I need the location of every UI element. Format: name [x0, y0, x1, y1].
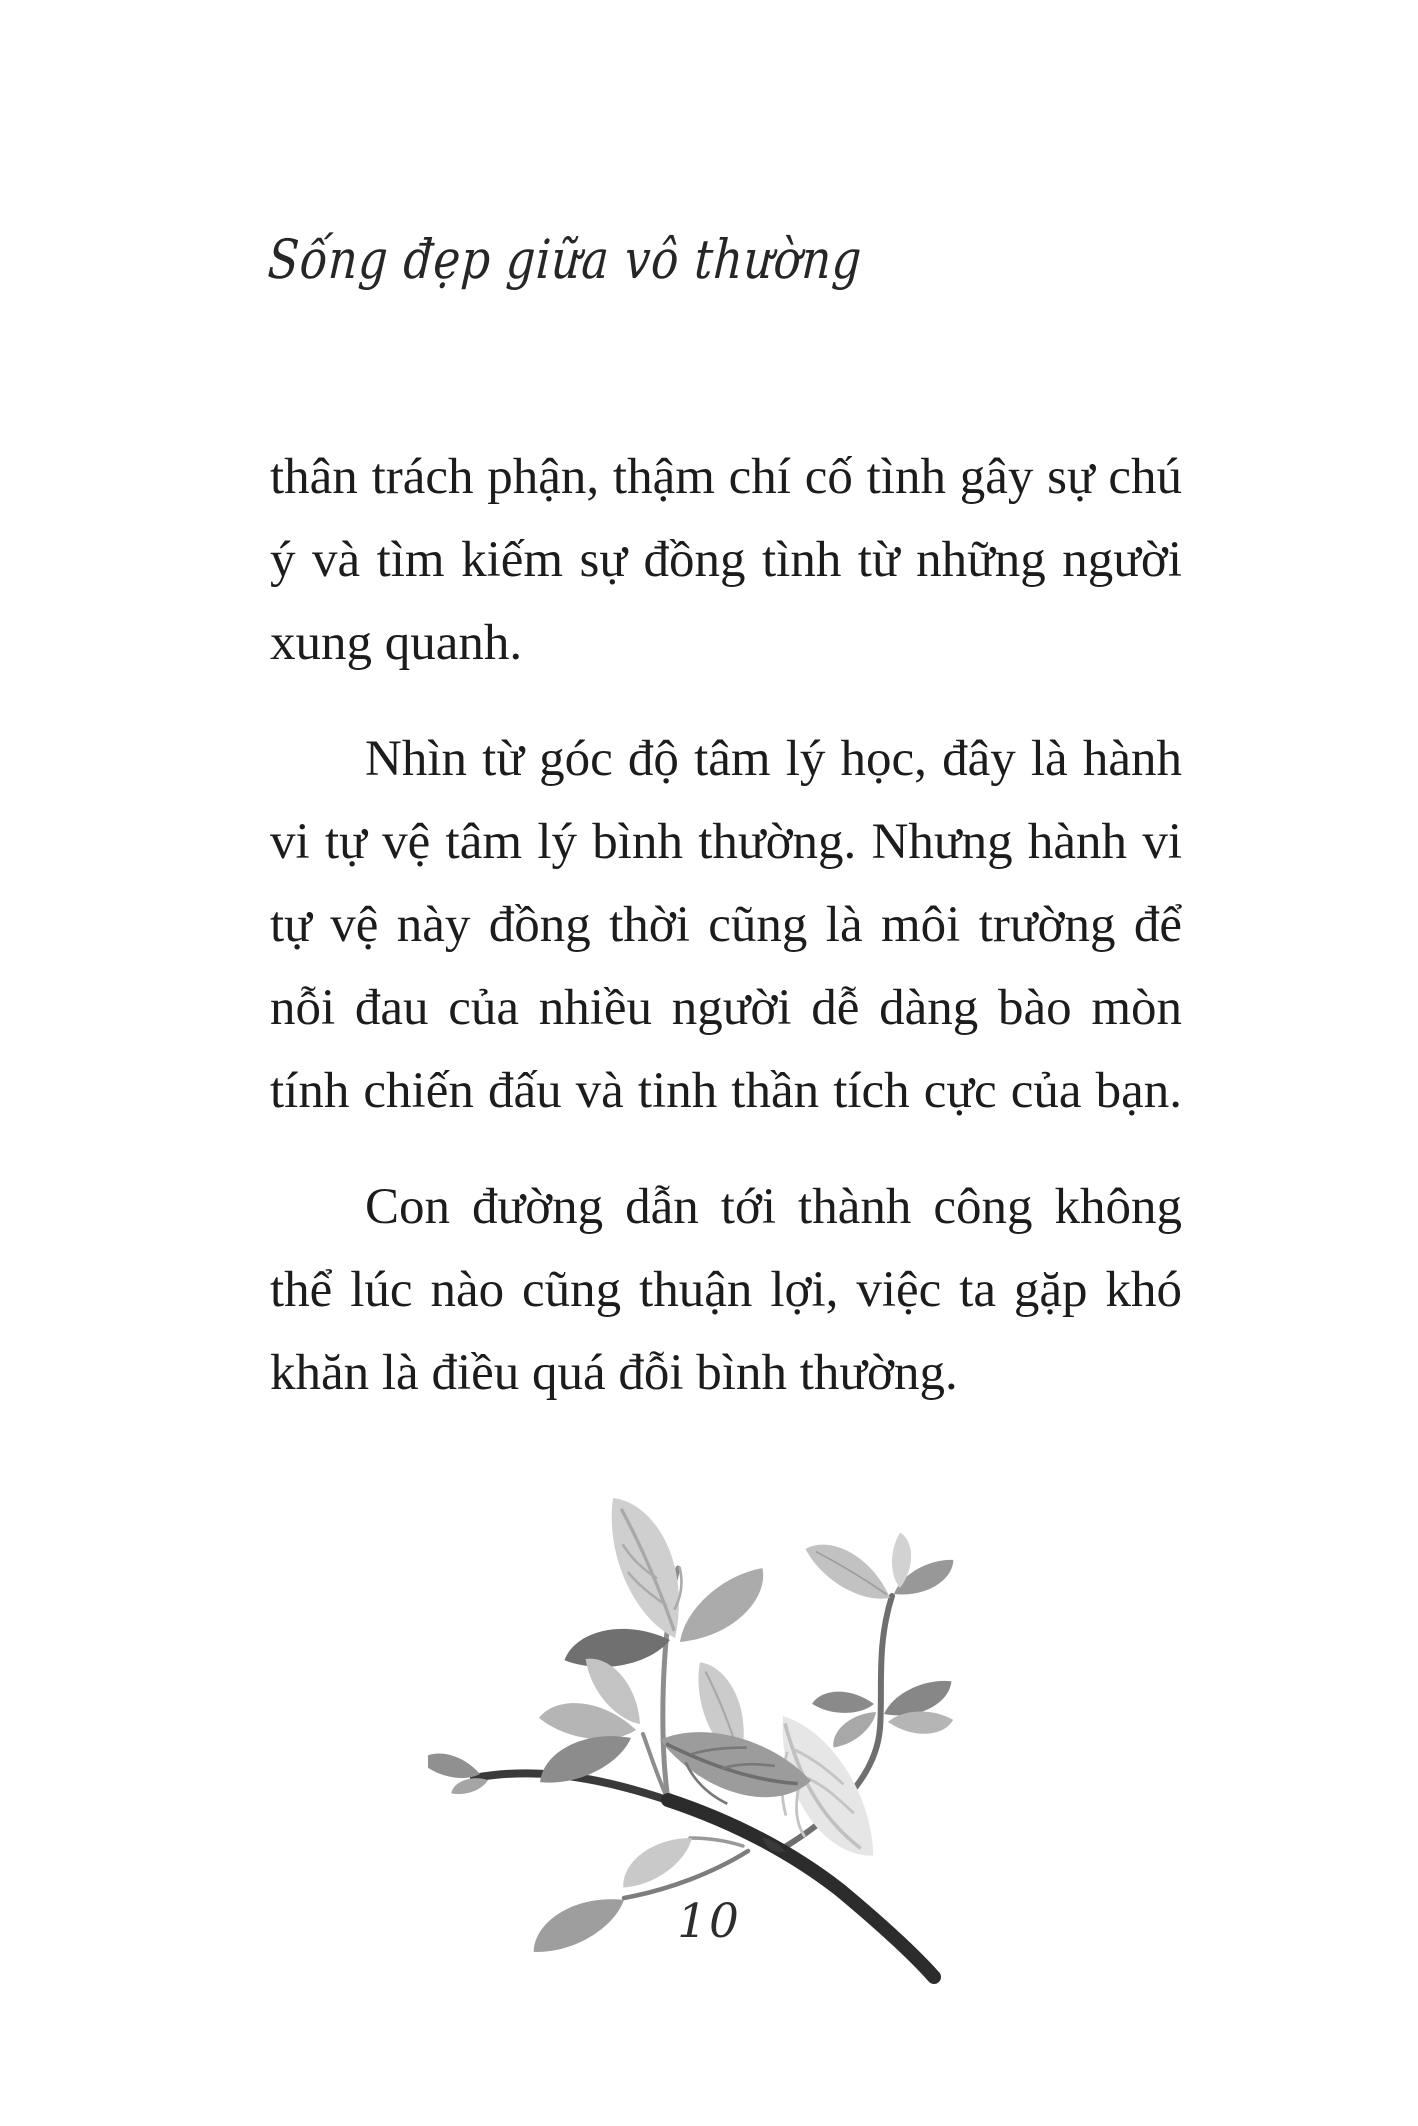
body-text — [270, 436, 1182, 1415]
paragraph — [270, 436, 1182, 685]
text-line: Con đường dẫn tới thành công không — [365, 1179, 1182, 1235]
text-line: tính chiến đấu và tinh thần tích cực của bạn. — [270, 1063, 1182, 1119]
page-number: 10 — [677, 1894, 741, 1949]
text-line: ý và tìm kiếm sự đồng tình từ những người — [270, 532, 1182, 588]
leaf — [564, 1622, 671, 1676]
text-line: vi tự vệ tâm lý bình thường. Nhưng hành vi — [270, 814, 1182, 870]
text-line: thể lúc nào cũng thuận lợi, việc ta gặp khó — [270, 1262, 1182, 1318]
leaf — [826, 1709, 883, 1749]
leaf — [428, 1742, 488, 1795]
text-line: xung quanh. — [270, 615, 523, 671]
text-line: nỗi đau của nhiều người dễ dàng bào mòn — [270, 980, 1182, 1036]
running-header-title: Sống đẹp giữa vô thường — [266, 228, 864, 291]
leaf — [804, 1525, 895, 1620]
text-line: Nhìn từ góc độ tâm lý học, đây là hành — [365, 731, 1182, 787]
paragraph — [270, 718, 1182, 1133]
text-line: thân trách phận, thậm chí cố tình gây sự chú — [270, 449, 1182, 505]
text-line: khăn là điều quá đỗi bình thường. — [270, 1345, 958, 1401]
text-line: tự vệ này đồng thời cũng là môi trường để — [270, 897, 1182, 953]
paragraph — [270, 1166, 1182, 1415]
